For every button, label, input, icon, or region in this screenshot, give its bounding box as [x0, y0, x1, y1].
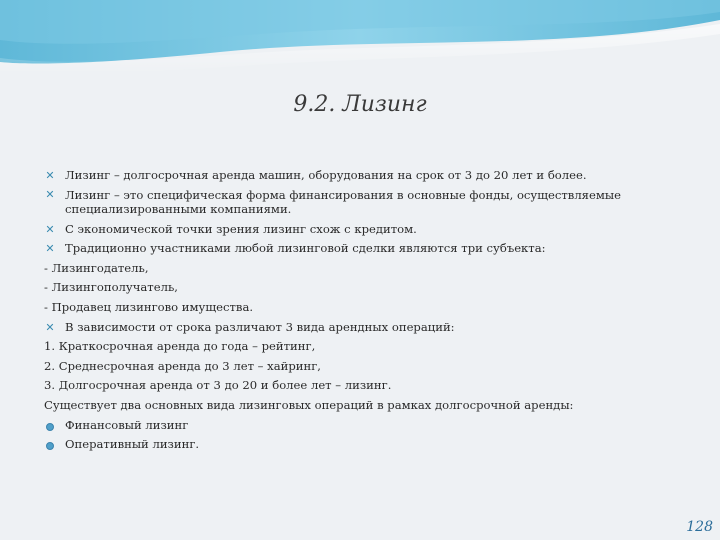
- list-item: - Продавец лизингово имущества.: [44, 299, 254, 314]
- list-item: 2. Среднесрочная аренда до 3 лет – хайринг,: [44, 358, 321, 373]
- x-bullet-icon: ✕: [45, 169, 55, 182]
- x-bullet-icon: ✕: [45, 320, 55, 334]
- list-item: Финансовый лизинг: [44, 416, 684, 436]
- list-item: ✕ С экономической точки зрения лизинг схож с кредитом.: [44, 220, 684, 240]
- list-item: 3. Долгосрочная аренда от 3 до 20 и более лет – лизинг.: [44, 378, 392, 393]
- page-number: 128: [686, 519, 713, 535]
- dot-bullet-icon: [46, 423, 54, 431]
- list-item: ✕ Лизинг – это специфическая форма финансирования в основные фонды, осуществляемые специализированными компаниями.: [45, 187, 621, 217]
- list-item: ✕ Лизинг – долгосрочная аренда машин, оборудования на срок от 3 до 20 лет и более.: [44, 166, 684, 186]
- slide-title: 9.2. Лизинг: [293, 92, 427, 117]
- dot-bullet-icon: [46, 442, 54, 450]
- list-item: 1. Краткосрочная аренда до года – рейтинг,: [44, 339, 316, 354]
- list-item: - Лизингодатель,: [44, 260, 149, 275]
- list-item: - Лизингополучатель,: [44, 280, 178, 295]
- list-item: ✕ Традиционно участниками любой лизинговой сделки являются три субъекта:: [44, 239, 684, 259]
- list-item: Оперативный лизинг.: [44, 435, 684, 455]
- paragraph: Существует два основных вида лизинговых операций в рамках долгосрочной аренды:: [44, 397, 574, 412]
- list-item: ✕ В зависимости от срока различают 3 вида арендных операций:: [44, 318, 684, 338]
- slide-content: [44, 166, 684, 455]
- x-bullet-icon: ✕: [45, 187, 55, 201]
- x-bullet-icon: ✕: [45, 222, 55, 236]
- header-wave-decoration: [0, 0, 720, 90]
- x-bullet-icon: ✕: [45, 242, 55, 256]
